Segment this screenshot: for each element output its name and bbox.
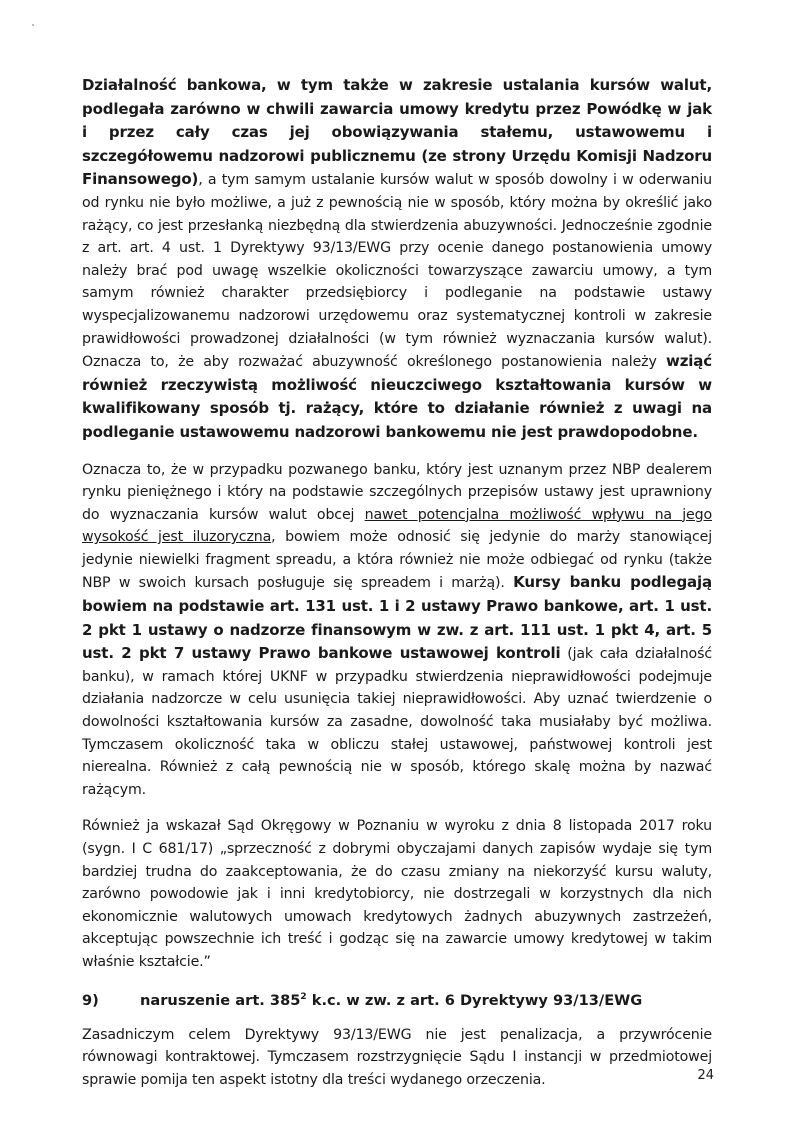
page-number: 24 [697,1068,714,1083]
paragraph-nbp-dealer [82,459,712,802]
section-title-part: k.c. w zw. z art. 6 Dyrektywy 93/13/EWG [306,991,643,1009]
bold-statement: Kursy banku podlegają bowiem na podstawie art. 131 ust. 1 i 2 ustawy Prawo bankowe, art. 1 ust. 2 pkt 1 ustawy o nadzorze finansowym w zw. z art. 111 ust. 1 pkt 4, art. 5 ust. 2 pkt 7 ustawy Prawo bankowe ustawowej kontroli [82,573,712,663]
section-heading-9 [82,990,712,1012]
body-text: Również ja wskazał Sąd Okręgowy w Poznaniu w wyroku z dnia 8 listopada 2017 roku (sygn. I C 681/17) „sprzeczność z dobrymi obyczajami danych zapisów wydaje się tym bardziej trudna do zaakceptowania, że do czasu zmiany na niekorzyść kursu waluty, zarówno powodowie jak i inni kredytobiorcy, nie dostrzegali w korzystnych dla nich ekonomicznie walutowych umowach kredytowych żadnych abuzywnych zastrzeżeń, akceptując powszechnie ich treść i godząc się na zawarcie umowy kredytowej w takim właśnie kształcie.” [82,818,712,970]
paragraph-court-quote [82,815,712,973]
paragraph-banking-supervision [82,74,712,445]
bold-statement: Działalność bankowa, w tym także w zakresie ustalania kursów walut, podlegała zarówno w chwili zawarcia umowy kredytu przez Powódkę w jak i przez cały czas jej obowiązywania stałemu, ustawowemu i szczegółowemu nadzorowi publicznemu (ze strony Urzędu Komisji Nadzoru Finansowego) [82,76,712,189]
document-body [82,74,712,1091]
section-title [140,990,642,1012]
scan-mark [32,24,34,26]
paragraph-directive-purpose [82,1024,712,1092]
underlined-text: nawet potencjalna możliwość wpływu na jego wysokość jest iluzoryczna [82,506,712,546]
body-text: Oznacza to, że w przypadku pozwanego banku, który jest uznanym przez NBP dealerem rynku pieniężnego i który na podstawie szczególnych przepisów ustawy jest uprawniony do wyznaczania kursów walut obcej [82,461,712,523]
body-text: , bowiem może odnosić się jedynie do marży stanowiącej jedynie niewielki fragment spreadu, a która również nie może odbiegać od rynku (także NBP w swoich kursach posługuje się spreadem i marżą). [82,529,713,592]
body-text: (jak cała działalność banku), w ramach której UKNF w przypadku stwierdzenia nieprawidłowości podejmuje działania nadzorcze w celu usunięcia takiej nieprawidłowości. Aby uznać twierdzenie o dowolności kształtowania kursów za zasadne, dowolność taka musiałaby być możliwa. Tymczasem okoliczność taka w obliczu stałej ustawowej, państwowej kontroli jest nierealna. Również z całą pewnością nie w sposób, którego skalę można by nazwać rażącym. [82,646,712,798]
body-text: Zasadniczym celem Dyrektywy 93/13/EWG nie jest penalizacja, a przywrócenie równowagi kontraktowej. Tymczasem rozstrzygnięcie Sądu I instancji w przedmiotowej sprawie pomija ten aspekt istotny dla treści wydanego orzeczenia. [82,1026,712,1088]
section-title-superscript: 2 [300,991,307,1002]
section-number: 9) [82,991,99,1009]
bold-statement: wziąć również rzeczywistą możliwość nieuczciwego kształtowania kursów w kwalifikowany sposób tj. rażący, które to działanie również z uwagi na podleganie ustawowemu nadzorowi bankowemu nie jest prawdopodobne. [82,352,712,441]
section-title-part: naruszenie art. 385 [140,991,301,1009]
body-text: , a tym samym ustalanie kursów walut w sposób dowolny i w oderwaniu od rynku nie było możliwe, a już z pewnością nie w sposób, który można by określić jako rażący, co jest przesłanką niezbędną dla stwierdzenia abuzywności. Jednocześnie zgodnie z art. art. 4 ust. 1 Dyrektywy 93/13/EWG przy ocenie danego postanowienia umowy należy brać pod uwagę wszelkie okoliczności towarzyszące zawarciu umowy, a tym samym również charakter przedsiębiorcy i podleganie na podstawie ustawy wyspecjalizowanemu nadzorowi urzędowemu oraz systematycznej kontroli w zakresie prawidłowości prowadzonej działalności (w tym również wyznaczania kursów walut). Oznacza to, że aby rozważać abuzywność określonego postanowienia należy [82,172,712,371]
